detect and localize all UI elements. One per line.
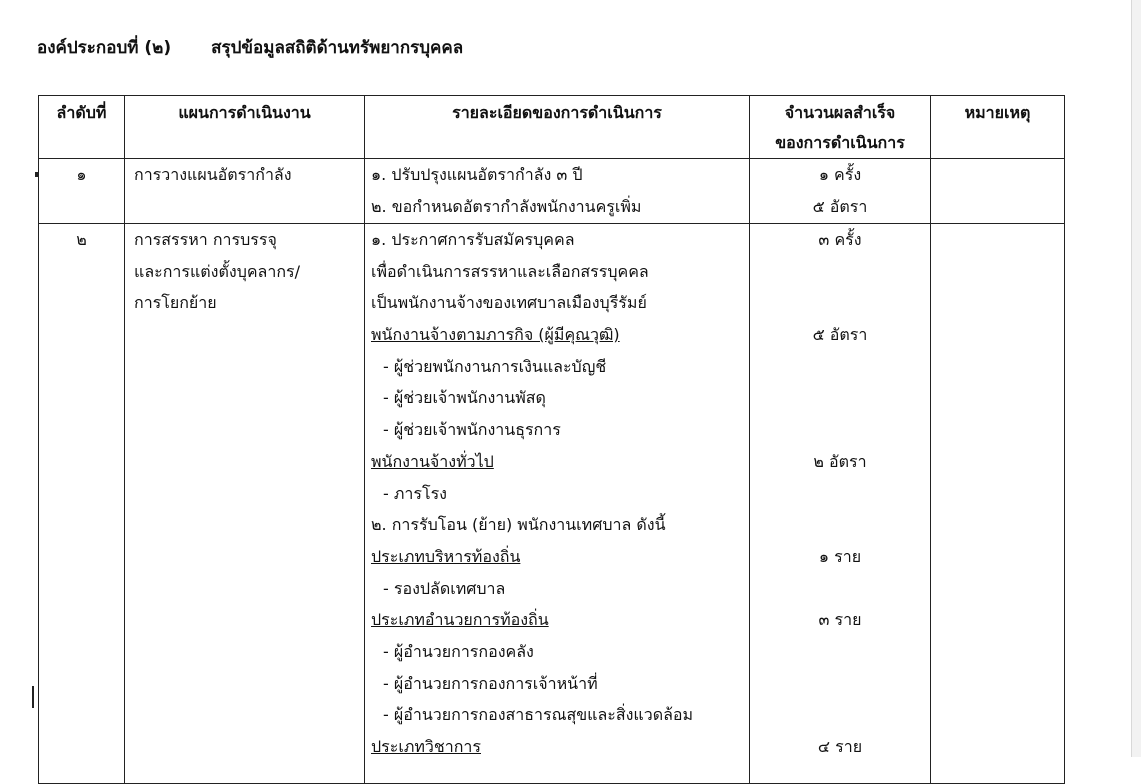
plan-cell	[125, 159, 365, 224]
header-plan: แผนการดำเนินงาน	[125, 96, 365, 159]
plan-cell	[125, 224, 365, 784]
result-value: ๑ ครั้ง	[818, 165, 862, 184]
result-value: ๑ ราย	[818, 546, 862, 566]
table-header-row	[39, 96, 1065, 159]
result-value: ๕ อัตรา	[812, 325, 868, 345]
result-spacer	[750, 668, 930, 700]
detail-line: - ผู้อำนวยการกองการเจ้าหน้าที่	[383, 673, 598, 693]
result-value: ๓ ราย	[818, 610, 862, 630]
result-cell	[750, 224, 931, 784]
header-result-line2: ของการดำเนินการ	[775, 133, 905, 152]
result-value: ๔ ราย	[817, 737, 863, 756]
detail-line: ๒. การรับโอน (ย้าย) พนักงานเทศบาล ดังนี้	[371, 515, 666, 535]
result-value: ๓ ครั้ง	[818, 230, 862, 249]
detail-line: - รองปลัดเทศบาล	[383, 578, 506, 598]
detail-line: ๑. ปรับปรุงแผนอัตรากำลัง ๓ ปี	[371, 165, 583, 184]
table-row	[39, 159, 1065, 224]
detail-cell	[365, 224, 750, 784]
detail-subheading: ประเภทวิชาการ	[371, 737, 481, 756]
detail-line: ๑. ประกาศการรับสมัครบุคคล	[371, 230, 575, 249]
header-remark: หมายเหตุ	[931, 96, 1065, 159]
page-edge	[1131, 0, 1141, 757]
result-spacer	[750, 256, 930, 288]
plan-line: การวางแผนอัตรากำลัง	[134, 165, 292, 184]
result-spacer	[750, 287, 930, 319]
result-spacer	[750, 573, 930, 605]
detail-subheading: พนักงานจ้างทั่วไป	[371, 451, 494, 471]
detail-line: - ผู้ช่วยเจ้าพนักงานธุรการ	[383, 420, 561, 440]
result-spacer	[750, 478, 930, 510]
detail-subheading: ประเภทอำนวยการท้องถิ่น	[371, 610, 549, 630]
remark-cell	[931, 159, 1065, 224]
detail-line: ๒. ขอกำหนดอัตรากำลังพนักงานครูเพิ่ม	[371, 196, 642, 216]
table-row	[39, 224, 1065, 784]
plan-line: การโยกย้าย	[134, 293, 217, 313]
detail-cell	[365, 159, 750, 224]
detail-line: - ผู้อำนวยการกองสาธารณสุขและสิ่งแวดล้อม	[383, 705, 694, 725]
result-spacer	[750, 699, 930, 731]
result-spacer	[750, 351, 930, 383]
detail-subheading: พนักงานจ้างตามภารกิจ (ผู้มีคุณวุฒิ)	[371, 325, 620, 345]
result-cell	[750, 159, 931, 224]
result-spacer	[750, 382, 930, 414]
row-number: ๒	[39, 224, 125, 784]
section-heading	[37, 34, 463, 61]
remark-cell	[931, 224, 1065, 784]
detail-line: - ผู้ช่วยเจ้าพนักงานพัสดุ	[383, 388, 546, 408]
summary-table	[38, 95, 1065, 784]
result-value: ๒ อัตรา	[813, 451, 867, 471]
header-detail: รายละเอียดของการดำเนินการ	[365, 96, 750, 159]
scan-mark	[32, 686, 34, 708]
detail-line: - ภารโรง	[383, 483, 447, 503]
result-spacer	[750, 509, 930, 541]
result-spacer	[750, 414, 930, 446]
plan-line: การสรรหา การบรรจุ	[134, 230, 277, 249]
component-label: องค์ประกอบที่ (๒)	[37, 38, 172, 58]
section-title: สรุปข้อมูลสถิติด้านทรัพยากรบุคคล	[211, 38, 464, 58]
result-spacer	[750, 636, 930, 668]
detail-line: - ผู้ช่วยพนักงานการเงินและบัญชี	[383, 356, 607, 376]
detail-line: - ผู้อำนวยการกองคลัง	[383, 641, 534, 661]
header-result	[750, 96, 931, 159]
row-number: ๑	[39, 159, 125, 224]
detail-subheading: ประเภทบริหารท้องถิ่น	[371, 546, 521, 566]
plan-line: และการแต่งตั้งบุคลากร/	[134, 261, 301, 281]
detail-line: เพื่อดำเนินการสรรหาและเลือกสรรบุคคล	[371, 261, 649, 281]
header-result-line1: จำนวนผลสำเร็จ	[784, 103, 896, 122]
result-value: ๕ อัตรา	[812, 196, 868, 216]
detail-line: เป็นพนักงานจ้างของเทศบาลเมืองบุรีรัมย์	[371, 293, 647, 313]
header-no: ลำดับที่	[39, 96, 125, 159]
